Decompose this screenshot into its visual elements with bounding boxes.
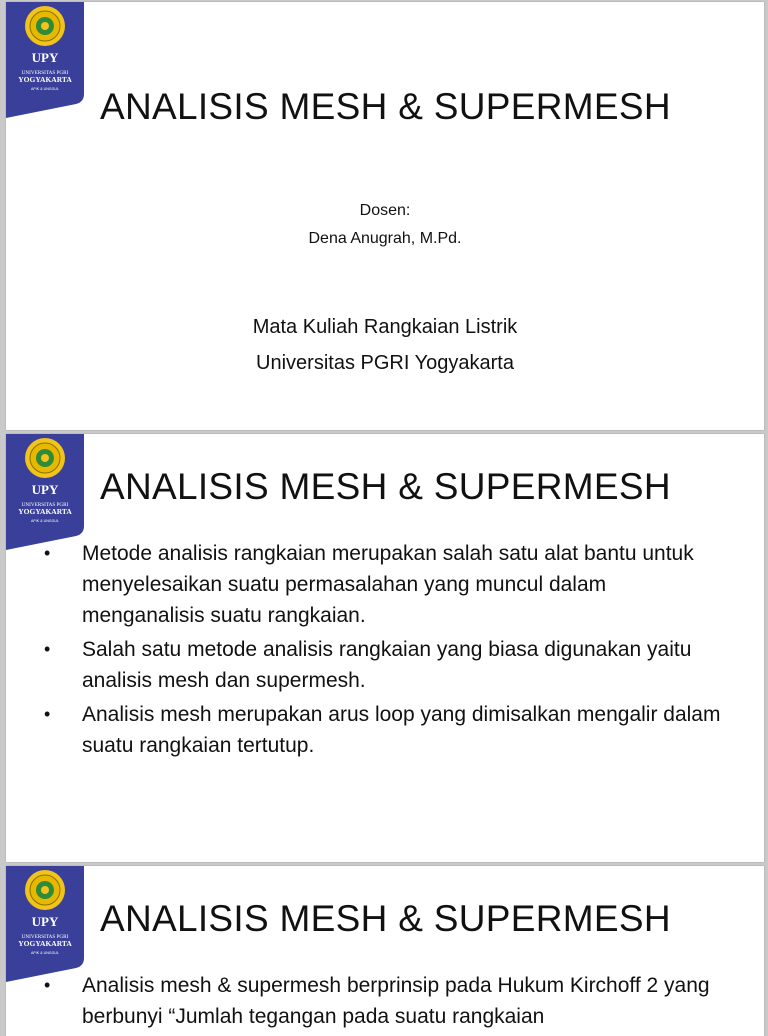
- bullet-item: [44, 970, 734, 1032]
- svg-text:YOGYAKARTA: YOGYAKARTA: [18, 507, 72, 516]
- lecturer-name: Dena Anugrah, M.Pd.: [308, 230, 462, 247]
- bullet-icon: •: [44, 975, 51, 995]
- svg-text:APIK & UNGGUL: APIK & UNGGUL: [31, 519, 59, 523]
- lecturer-label: Dosen:: [359, 202, 411, 219]
- bullet-text: Analisis mesh merupakan arus loop yang dimisalkan mengalir dalam suatu rangkaian tertutup.: [82, 703, 721, 757]
- slide-title: ANALISIS MESH & SUPERMESH: [100, 898, 671, 939]
- bullet-text: Analisis mesh & supermesh berprinsip pada Hukum Kirchoff 2 yang berbunyi “Jumlah tegangan pada suatu rangkaian: [82, 974, 710, 1028]
- svg-text:YOGYAKARTA: YOGYAKARTA: [18, 75, 72, 84]
- bullet-text: Metode analisis rangkaian merupakan salah satu alat bantu untuk menyelesaikan suatu permasalahan yang muncul dalam menganalisis suatu rangkaian.: [82, 542, 694, 627]
- slide-3: [6, 866, 764, 1036]
- svg-text:UNIVERSITAS PGRI: UNIVERSITAS PGRI: [21, 502, 69, 508]
- course-name: Mata Kuliah Rangkaian Listrik: [252, 316, 518, 338]
- institution-name: Universitas PGRI Yogyakarta: [256, 352, 514, 374]
- slide-1: [6, 2, 764, 430]
- bullet-item: [44, 538, 734, 631]
- svg-text:UNIVERSITAS PGRI: UNIVERSITAS PGRI: [21, 934, 69, 940]
- university-logo: [6, 866, 84, 982]
- slide-title: ANALISIS MESH & SUPERMESH: [100, 466, 671, 507]
- university-logo: [6, 2, 84, 118]
- bullet-icon: •: [44, 704, 51, 724]
- bullet-list: [44, 970, 734, 1035]
- bullet-item: [44, 634, 734, 696]
- bullet-list: [44, 538, 734, 764]
- svg-text:UPY: UPY: [31, 914, 59, 929]
- slide-2: [6, 434, 764, 862]
- svg-text:APIK & UNGGUL: APIK & UNGGUL: [31, 87, 59, 91]
- svg-text:UNIVERSITAS PGRI: UNIVERSITAS PGRI: [21, 70, 69, 76]
- bullet-text: Salah satu metode analisis rangkaian yang biasa digunakan yaitu analisis mesh dan supermesh.: [82, 638, 692, 692]
- svg-text:UPY: UPY: [31, 482, 59, 497]
- svg-text:UPY: UPY: [31, 50, 59, 65]
- university-logo: [6, 434, 84, 550]
- upy-logo: [6, 2, 84, 118]
- slide-title: ANALISIS MESH & SUPERMESH: [100, 86, 671, 127]
- upy-logo: [6, 866, 84, 982]
- svg-text:YOGYAKARTA: YOGYAKARTA: [18, 939, 72, 948]
- bullet-item: [44, 699, 734, 761]
- upy-logo: [6, 434, 84, 550]
- bullet-icon: •: [44, 639, 51, 659]
- bullet-icon: •: [44, 543, 51, 563]
- svg-text:APIK & UNGGUL: APIK & UNGGUL: [31, 951, 59, 955]
